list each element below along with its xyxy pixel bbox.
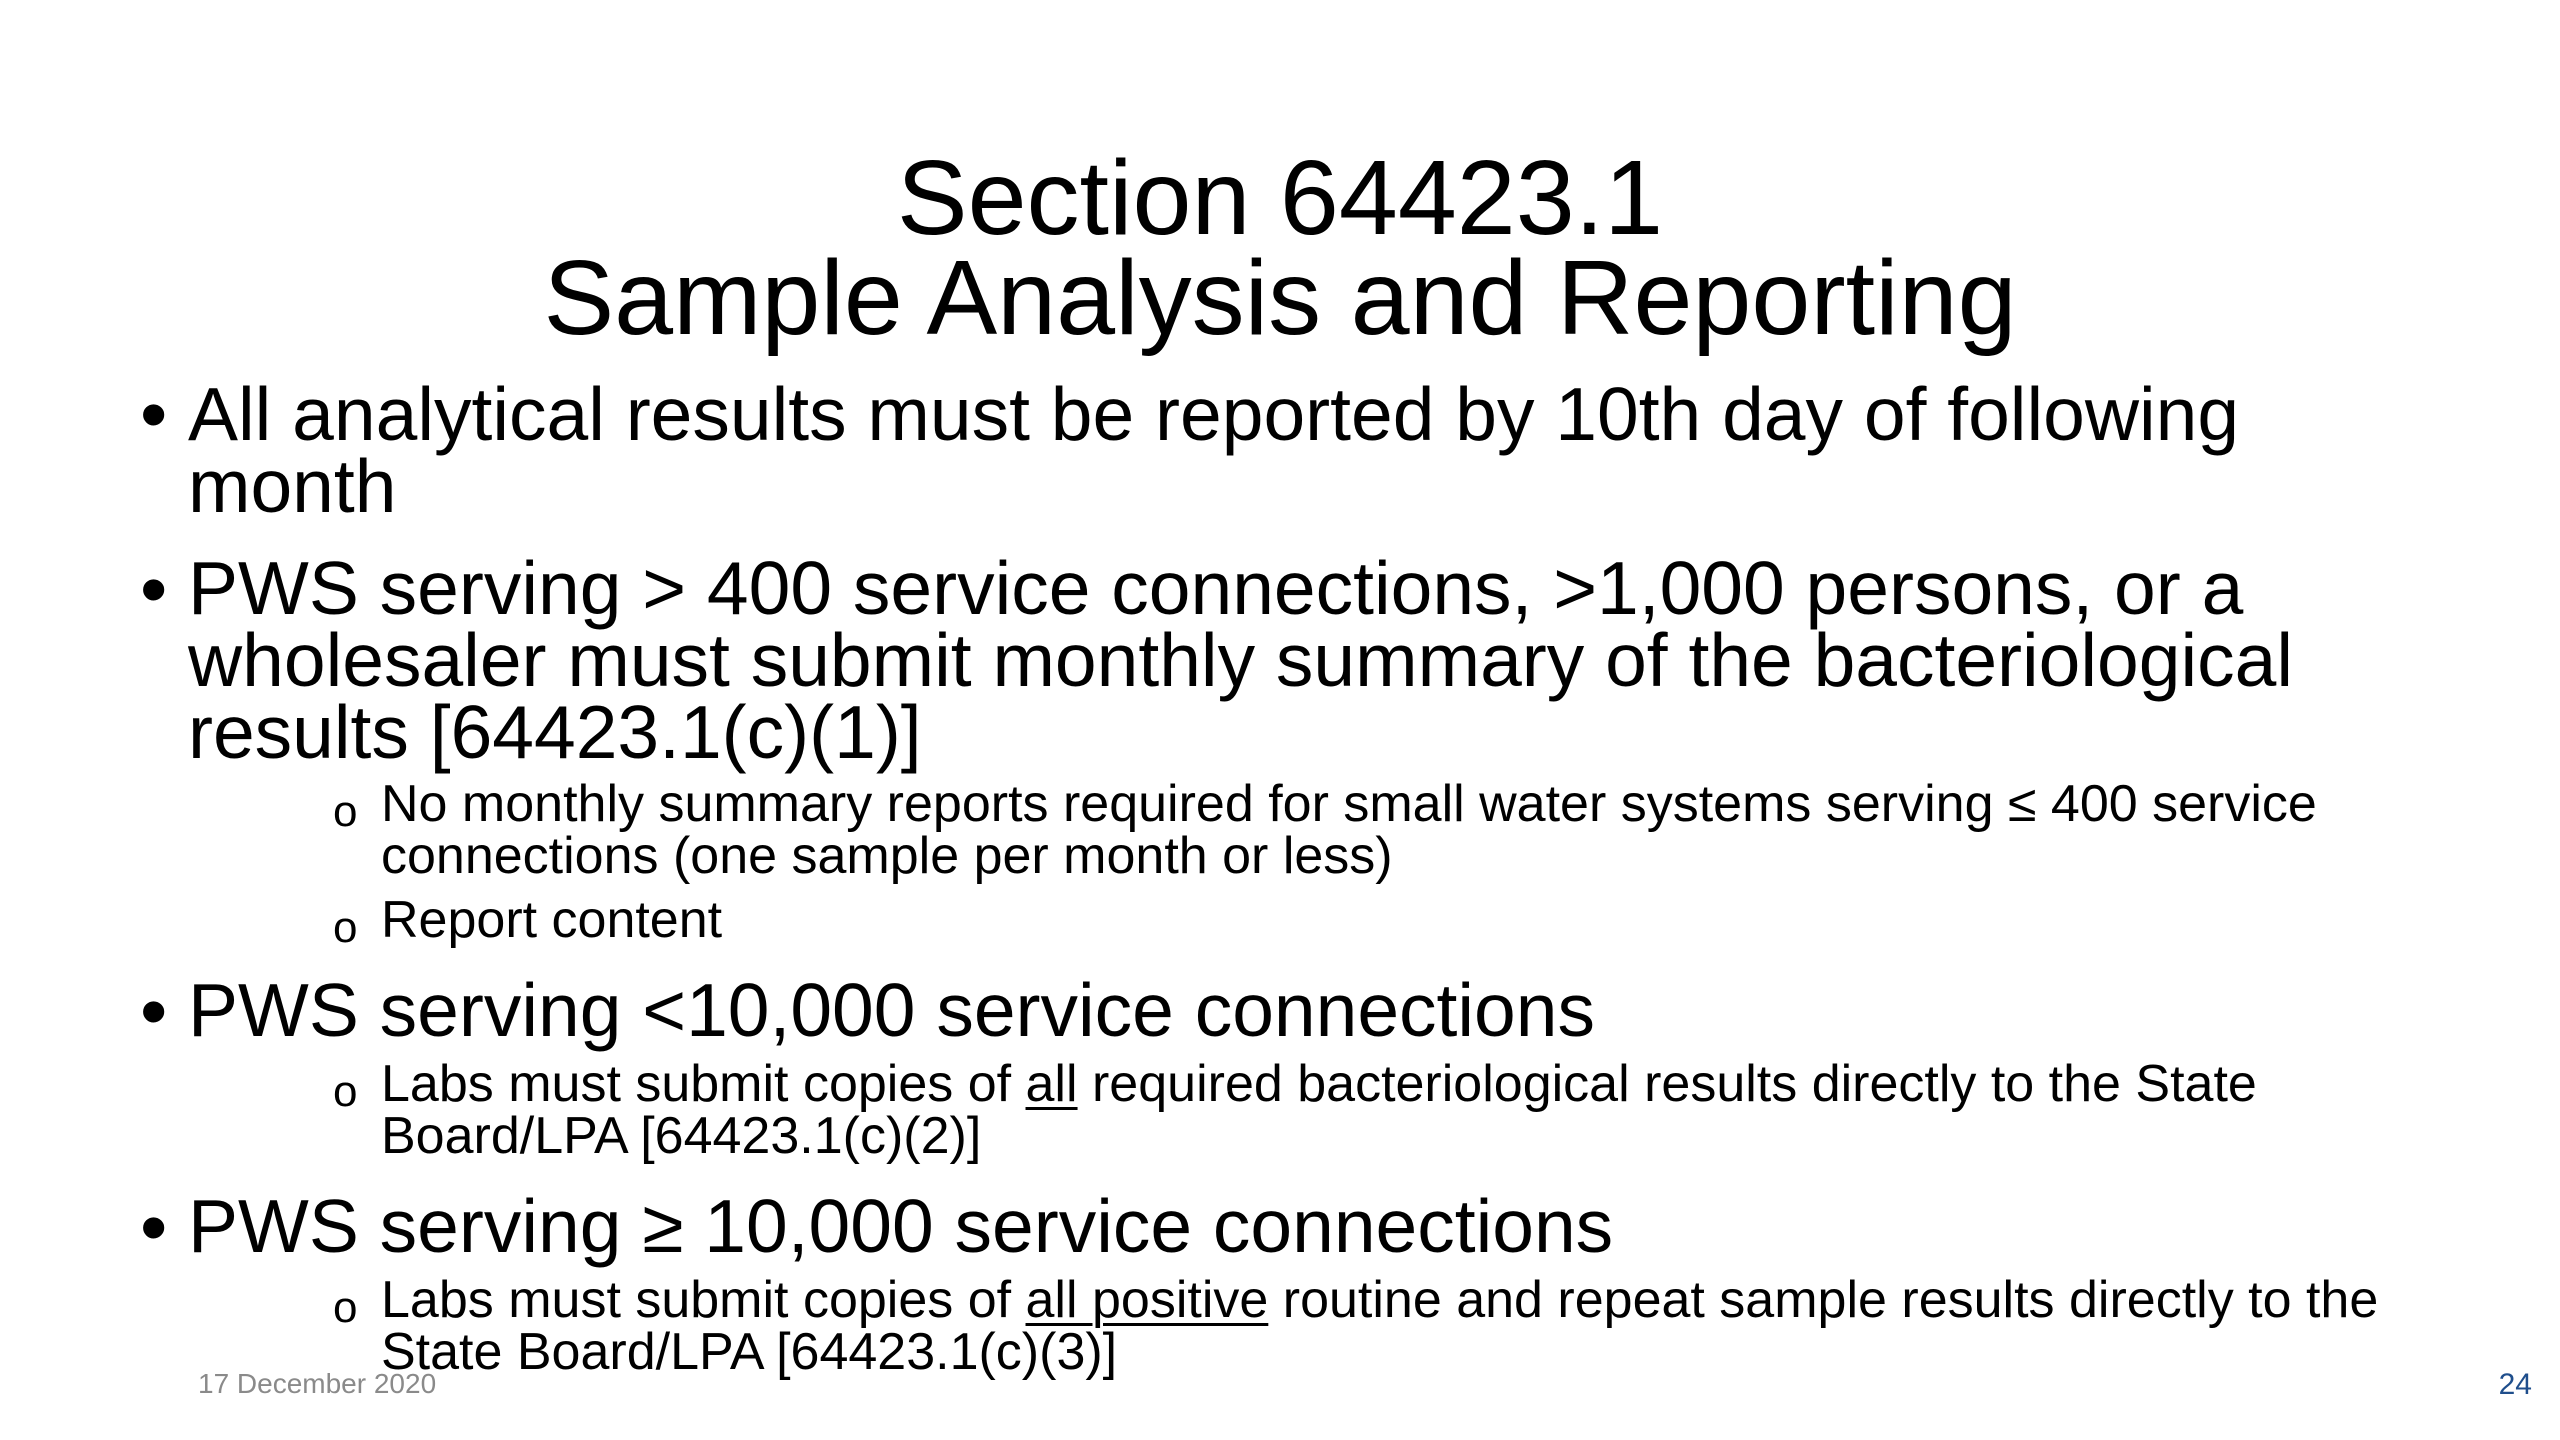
sub-item-4-1-line-1 xyxy=(381,1271,2379,1329)
emphasis-underline: all positive xyxy=(1025,1271,1269,1329)
bullet-4-line-1: PWS serving ≥ 10,000 service connections xyxy=(188,1184,1614,1268)
bullet-glyph: • xyxy=(140,370,168,458)
bullet-3-line-1: PWS serving <10,000 service connections xyxy=(188,968,1595,1052)
emphasis-underline: all xyxy=(1025,1055,1078,1113)
bullet-glyph: • xyxy=(140,545,168,633)
sub-bullet-glyph: o xyxy=(333,1283,358,1332)
text-segment: required bacteriological results directly to the State xyxy=(1077,1055,2257,1113)
footer-date: 17 December 2020 xyxy=(198,1368,437,1399)
bullet-glyph: • xyxy=(140,1183,168,1271)
sub-bullet-glyph: o xyxy=(333,787,358,836)
bullet-1-line-2: month xyxy=(188,444,397,528)
bullet-2-line-2: wholesaler must submit monthly summary of the bacteriological xyxy=(188,618,2294,702)
sub-item-4-1-line-2: State Board/LPA [64423.1(c)(3)] xyxy=(381,1323,1118,1381)
sub-item-2-1-line-1: No monthly summary reports required for small water systems serving ≤ 400 service xyxy=(381,775,2317,833)
bullet-2-line-3: results [64423.1(c)(1)] xyxy=(188,690,922,774)
bullet-glyph: • xyxy=(140,967,168,1055)
text-segment: Labs must submit copies of xyxy=(381,1055,1026,1113)
slide-title-line-2: Sample Analysis and Reporting xyxy=(543,239,2017,357)
page-number: 24 xyxy=(2498,1368,2532,1401)
bullet-1-line-1: All analytical results must be reported by 10th day of following xyxy=(188,372,2240,456)
sub-item-3-1-line-2: Board/LPA [64423.1(c)(2)] xyxy=(381,1107,982,1165)
sub-item-2-2-line-1: Report content xyxy=(381,891,723,949)
slide-title-line-1: Section 64423.1 xyxy=(896,139,1664,257)
sub-bullet-glyph: o xyxy=(333,903,358,952)
text-segment: Labs must submit copies of xyxy=(381,1271,1026,1329)
sub-bullet-glyph: o xyxy=(333,1067,358,1116)
bullet-2-line-1: PWS serving > 400 service connections, >1,000 persons, or a xyxy=(188,546,2244,630)
sub-item-3-1-line-1 xyxy=(381,1055,2257,1113)
sub-item-2-1-line-2: connections (one sample per month or less) xyxy=(381,827,1393,885)
text-segment: routine and repeat sample results directly to the xyxy=(1268,1271,2379,1329)
